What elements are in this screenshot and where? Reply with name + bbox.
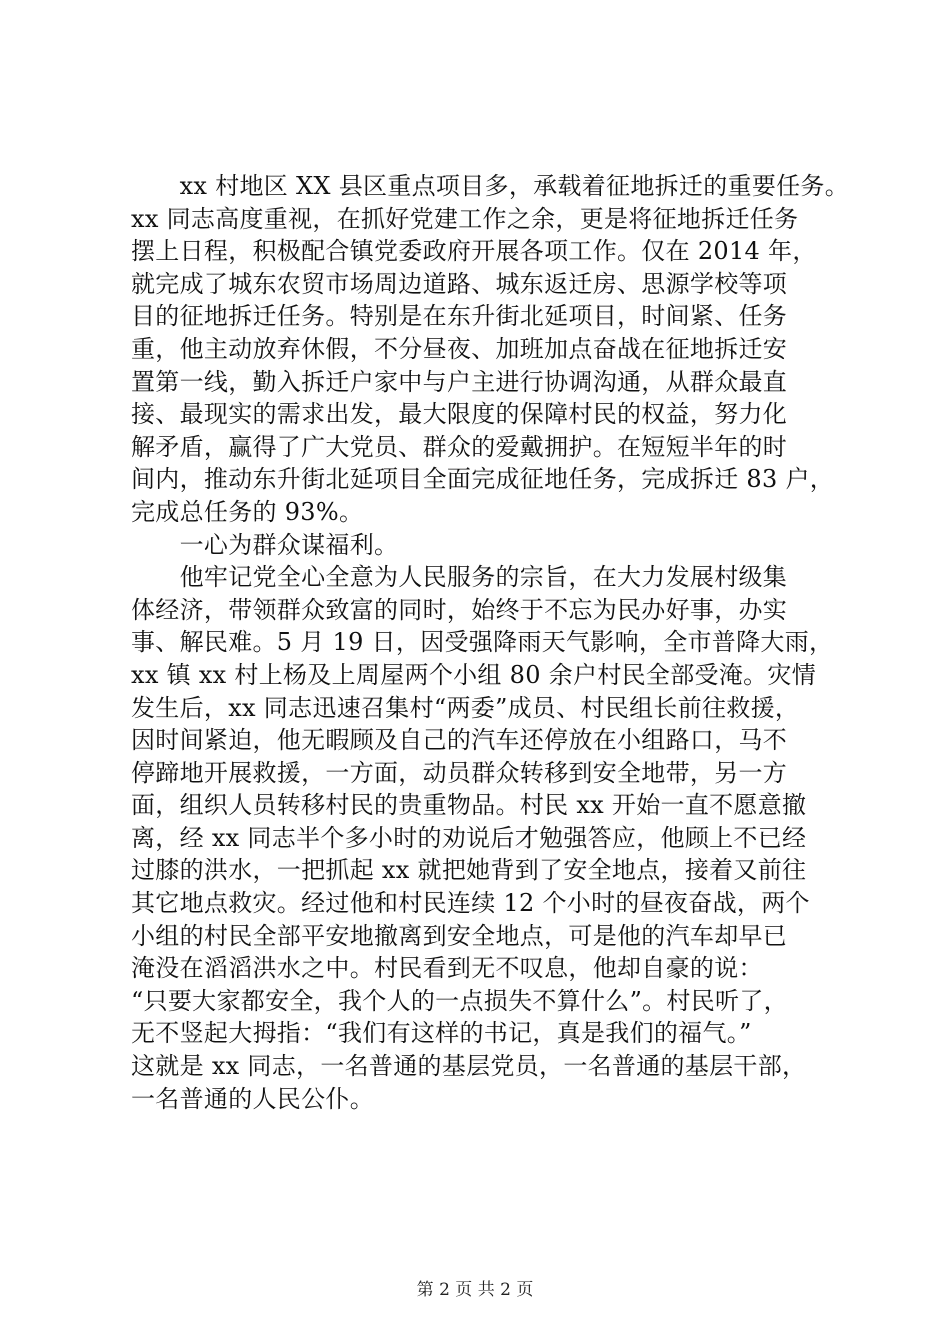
text-line: 接、最现实的需求出发，最大限度的保障村民的权益，努力化: [131, 400, 788, 429]
text-line: 面，组织人员转移村民的贵重物品。村民 xx 开始一直不愿意撤: [131, 791, 807, 820]
text-line: 就完成了城东农贸市场周边道路、城东返迁房、思源学校等项: [131, 269, 788, 298]
text-line: 这就是 xx 同志，一名普通的基层党员，一名普通的基层干部，: [131, 1052, 807, 1081]
text-line: 停蹄地开展救援，一方面，动员群众转移到安全地带，另一方: [131, 758, 788, 787]
text-line: 一心为群众谋福利。: [131, 530, 399, 559]
text-line: 淹没在滔滔洪水之中。村民看到无不叹息，他却自豪的说：: [131, 954, 763, 983]
document-body: [131, 170, 851, 1115]
text-line: 置第一线，勤入拆迁户家中与户主进行协调沟通，从群众最直: [131, 367, 788, 396]
text-line: xx 村地区 XX 县区重点项目多，承载着征地拆迁的重要任务。: [131, 172, 850, 200]
page-footer: 第 2 页 共 2 页: [416, 1280, 534, 1300]
text-line: xx 镇 xx 村上杨及上周屋两个小组 80 余户村民全部受淹。灾情: [131, 660, 817, 689]
text-line: 重，他主动放弃休假，不分昼夜、加班加点奋战在征地拆迁安: [131, 334, 788, 363]
text-line: 目的征地拆迁任务。特别是在东升街北延项目，时间紧、任务: [131, 302, 788, 331]
text-line: 过膝的洪水，一把抓起 xx 就把她背到了安全地点，接着又前往: [131, 856, 807, 885]
text-line: xx 同志高度重视，在抓好党建工作之余，更是将征地拆迁任务: [131, 204, 799, 233]
text-line: 解矛盾，赢得了广大党员、群众的爱戴拥护。在短短半年的时: [131, 432, 788, 461]
text-line: 摆上日程，积极配合镇党委政府开展各项工作。仅在 2014 年，: [131, 237, 817, 266]
text-line: 间内，推动东升街北延项目全面完成征地任务，完成拆迁 83 户，: [131, 465, 835, 494]
text-line: 离，经 xx 同志半个多小时的劝说后才勉强答应，他顾上不已经: [131, 823, 807, 852]
text-line: 发生后，xx 同志迅速召集村“两委”成员、村民组长前往救援，: [131, 693, 800, 722]
text-line: 因时间紧迫，他无暇顾及自己的汽车还停放在小组路口，马不: [131, 726, 788, 755]
text-line: 小组的村民全部平安地撤离到安全地点，可是他的汽车却早已: [131, 921, 788, 950]
text-line: 完成总任务的 93%。: [131, 497, 364, 526]
text-line: 体经济，带领群众致富的同时，始终于不忘为民办好事，办实: [131, 595, 788, 624]
text-line: 他牢记党全心全意为人民服务的宗旨，在大力发展村级集: [131, 563, 788, 592]
text-line: “只要大家都安全，我个人的一点损失不算什么”。村民听了，: [131, 986, 788, 1015]
text-line: 事、解民难。5 月 19 日，因受强降雨天气影响，全市普降大雨，: [131, 628, 834, 657]
text-line: 一名普通的人民公仆。: [131, 1084, 374, 1113]
text-line: 无不竖起大拇指：“我们有这样的书记，真是我们的福气。”: [131, 1019, 752, 1048]
text-line: 其它地点救灾。经过他和村民连续 12 个小时的昼夜奋战，两个: [131, 889, 810, 918]
